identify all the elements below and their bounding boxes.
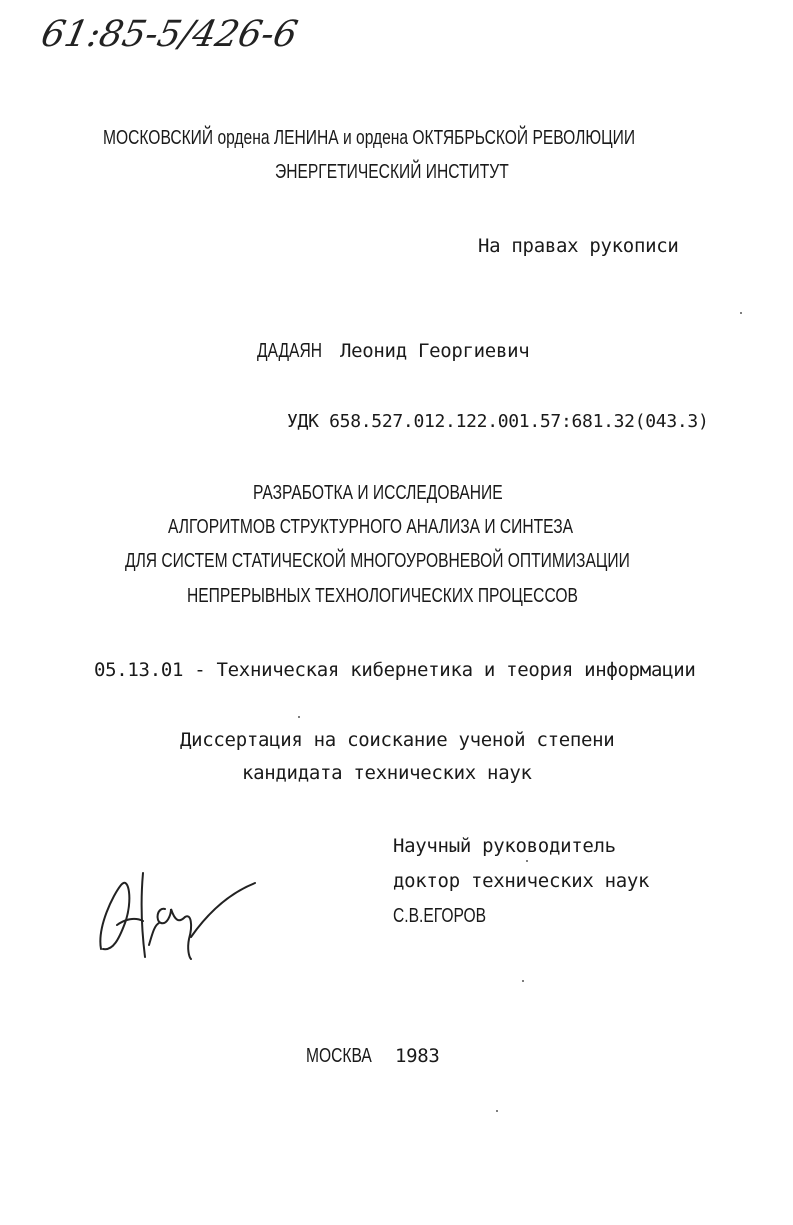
archive-stamp-handwritten: 61:85-5/426-6 — [37, 14, 302, 55]
publication-year: 1983 — [395, 1045, 440, 1067]
author-signature — [95, 865, 275, 965]
author-surname: ДАДАЯН — [257, 340, 322, 362]
scan-speck — [740, 312, 742, 314]
institution-line-2: ЭНЕРГЕТИЧЕСКИЙ ИНСТИТУТ — [275, 161, 509, 183]
degree-line-1: Диссертация на соискание ученой степени — [180, 729, 615, 751]
supervisor-degree: доктор технических наук — [393, 870, 650, 892]
supervisor-role: Научный руководитель — [393, 835, 616, 857]
title-line-3: ДЛЯ СИСТЕМ СТАТИЧЕСКОЙ МНОГОУРОВНЕВОЙ ОПТИМИЗАЦИИ — [125, 550, 630, 572]
title-line-2: АЛГОРИТМОВ СТРУКТУРНОГО АНАЛИЗА И СИНТЕЗА — [168, 516, 574, 538]
title-line-1: РАЗРАБОТКА И ИССЛЕДОВАНИЕ — [253, 482, 503, 504]
institution-line-1: МОСКОВСКИЙ ордена ЛЕНИНА и ордена ОКТЯБРЬСКОЙ РЕВОЛЮЦИИ — [103, 127, 636, 149]
title-line-4: НЕПРЕРЫВНЫХ ТЕХНОЛОГИЧЕСКИХ ПРОЦЕССОВ — [187, 585, 578, 607]
scan-speck — [526, 860, 528, 862]
udk-code: УДК 658.527.012.122.001.57:681.32(043.3) — [287, 411, 709, 432]
publication-city: МОСКВА — [306, 1045, 372, 1067]
specialty-code: 05.13.01 - Техническая кибернетика и теория информации — [94, 659, 696, 681]
manuscript-note: На правах рукописи — [478, 235, 679, 257]
author-given-names: Леонид Георгиевич — [340, 340, 530, 362]
degree-line-2: кандидата технических наук — [242, 762, 532, 784]
scan-speck — [522, 980, 524, 982]
supervisor-name: С.В.ЕГОРОВ — [393, 905, 487, 927]
scan-speck — [496, 1110, 498, 1112]
scan-speck — [298, 716, 300, 718]
